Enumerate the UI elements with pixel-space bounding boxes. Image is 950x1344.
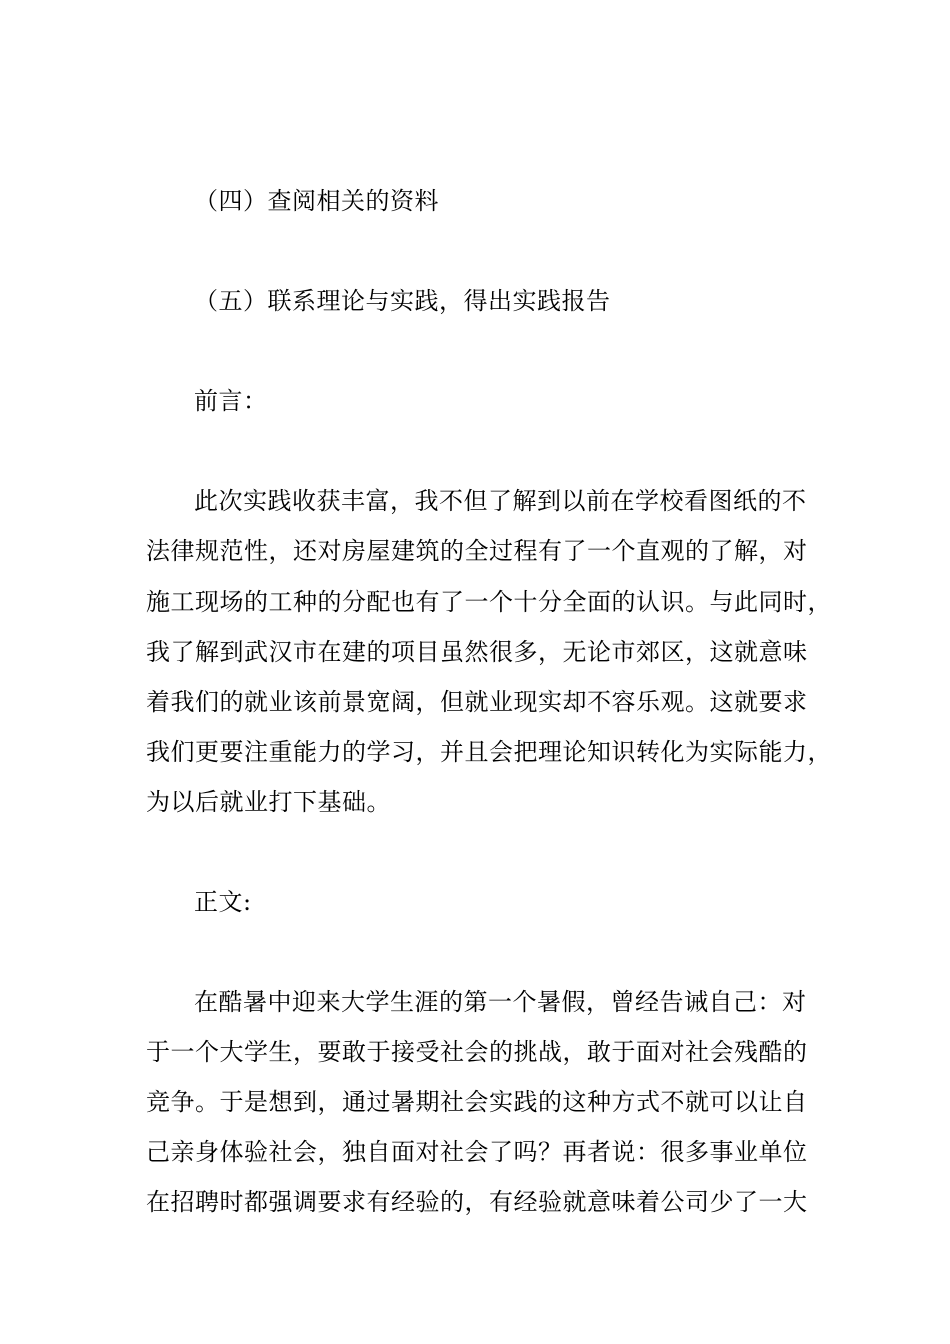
body-line: 竞争。于是想到，通过暑期社会实践的这种方式不就可以让自 — [146, 1088, 808, 1116]
body-line: 于一个大学生，要敢于接受社会的挑战，敢于面对社会残酷的 — [146, 1038, 808, 1066]
body-line: 在招聘时都强调要求有经验的，有经验就意味着公司少了一大 — [146, 1188, 808, 1216]
preface-line: 我了解到武汉市在建的项目虽然很多，无论市郊区，这就意味 — [146, 638, 808, 666]
preface-line: 我们更要注重能力的学习，并且会把理论知识转化为实际能力， — [146, 738, 832, 766]
body-line: 己亲身体验社会，独自面对社会了吗？再者说：很多事业单位 — [146, 1138, 808, 1166]
preface-line: 为以后就业打下基础。 — [146, 788, 391, 816]
preface-line: 此次实践收获丰富，我不但了解到以前在学校看图纸的不 — [194, 487, 807, 515]
preface-line: 着我们的就业该前景宽阔，但就业现实却不容乐观。这就要求 — [146, 688, 808, 716]
preface-line: 法律规范性，还对房屋建筑的全过程有了一个直观的了解，对 — [146, 537, 808, 565]
body-heading: 正文: — [194, 888, 252, 916]
preface-line: 施工现场的工种的分配也有了一个十分全面的认识。与此同时， — [146, 588, 832, 616]
body-line: 在酷暑中迎来大学生涯的第一个暑假，曾经告诫自己：对 — [194, 988, 807, 1016]
list-item-4: （四）查阅相关的资料 — [194, 187, 439, 215]
preface-heading: 前言： — [194, 387, 268, 415]
list-item-5: （五）联系理论与实践，得出实践报告 — [194, 287, 611, 315]
